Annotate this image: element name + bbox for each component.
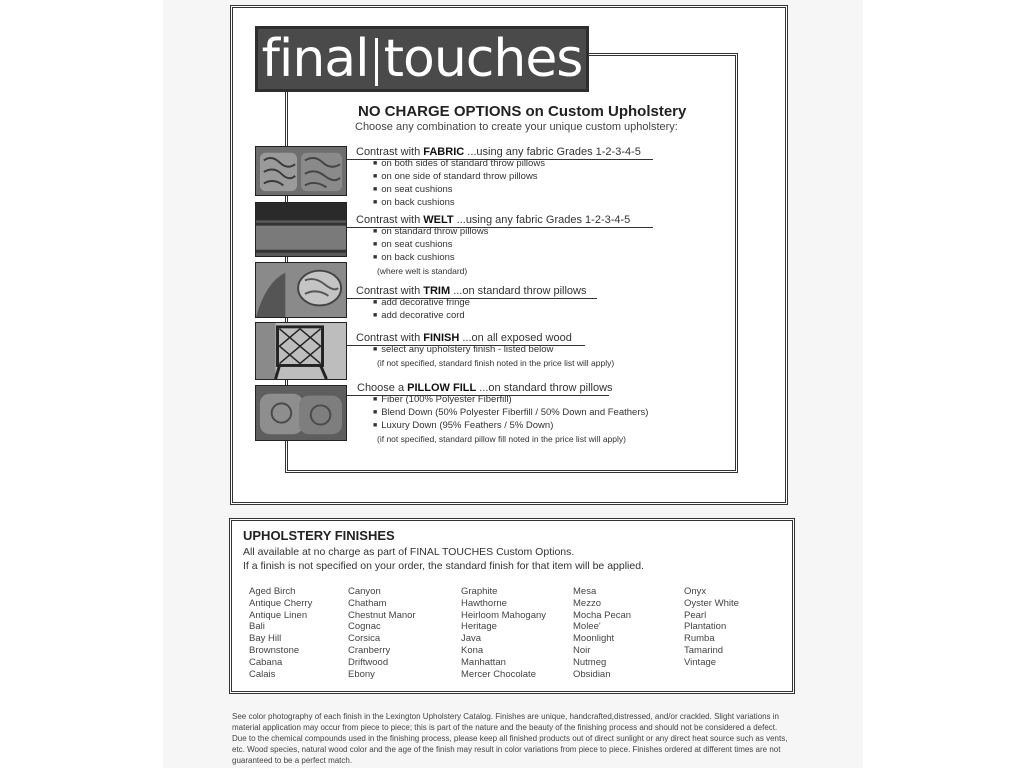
disclaimer-text: See color photography of each finish in the Lexington Upholstery Catalog. Finishes are unique, handcrafted,distressed, and/or crackled. Slight variations in material application may occur from piece to piece; this is part of the nature and the beauty of the finishing process and should not be considered a defect. Due to the chemical compounds used in the finishing process, please keep all finished products out of direct sunlight or any direct heat source such as vents, etc. Wood species, natural wood color and the age of the finish may result in color variations from piece to piece. Finishes ordered at different times are not guaranteed to be a perfect match. <box>232 712 788 765</box>
finish-item: Vintage <box>684 656 717 668</box>
page-title: NO CHARGE OPTIONS on Custom Upholstery <box>358 103 687 120</box>
finish-item: Mercer Chocolate <box>461 668 536 680</box>
option-note: (if not specified, standard finish noted in the price list will apply) <box>377 358 615 368</box>
logo-word-touches: touches <box>383 29 583 89</box>
final-touches-logo <box>255 26 589 92</box>
finish-item: Rumba <box>684 633 715 645</box>
finish-item: Ebony <box>348 668 375 680</box>
finish-item: Mocha Pecan <box>573 609 632 621</box>
list-item: ■ on standard throw pillows <box>373 226 488 239</box>
finish-item: Graphite <box>461 586 498 597</box>
finish-item: Manhattan <box>461 656 506 668</box>
option-items <box>373 394 648 445</box>
welt-cushion-photo-icon <box>255 202 347 257</box>
finishes-column-2 <box>348 586 416 680</box>
option-title: Contrast with TRIM ...on standard throw pillows <box>356 285 587 297</box>
finish-item: Antique Linen <box>249 609 308 621</box>
option-items <box>373 297 470 323</box>
finish-item: Onyx <box>684 586 707 597</box>
finish-item: Nutmeg <box>573 656 607 668</box>
finishes-title: UPHOLSTERY FINISHES <box>243 528 395 543</box>
list-item: ■ Fiber (100% Polyester Fiberfill) <box>373 394 648 407</box>
list-item: ■ on seat cushions <box>373 239 488 252</box>
finish-item: Brownstone <box>249 644 300 656</box>
finish-item: Antique Cherry <box>249 597 313 609</box>
list-item: ■ add decorative cord <box>373 310 470 323</box>
finish-item: Kona <box>461 644 484 656</box>
finish-item: Obsidian <box>573 668 611 680</box>
finish-item: Heritage <box>461 621 497 633</box>
option-note: (where welt is standard) <box>377 266 468 276</box>
option-title: Contrast with WELT ...using any fabric Grades 1-2-3-4-5 <box>356 214 631 226</box>
option-items <box>373 226 488 277</box>
finish-item: Heirloom Mahogany <box>461 609 547 621</box>
option-items <box>373 344 614 369</box>
finishes-column-4 <box>573 586 631 680</box>
finish-item: Chatham <box>348 597 387 609</box>
page-subtitle: Choose any combination to create your unique custom upholstery: <box>355 121 678 133</box>
fabric-pillows-photo-icon <box>255 146 347 196</box>
option-items <box>373 158 545 210</box>
list-item: ■ on both sides of standard throw pillows <box>373 158 545 171</box>
finish-item: Hawthorne <box>461 597 507 609</box>
finish-item: Bay Hill <box>249 633 282 645</box>
option-title: Choose a PILLOW FILL ...on standard throw pillows <box>357 382 613 394</box>
option-title: Contrast with FINISH ...on all exposed wood <box>356 332 572 344</box>
finish-item: Java <box>461 633 482 645</box>
trim-pillow-photo-icon <box>255 262 347 318</box>
option-note: (if not specified, standard pillow fill noted in the price list will apply) <box>377 434 626 444</box>
finish-item: Cranberry <box>348 644 391 656</box>
logo-word-final: final <box>261 29 369 89</box>
finishes-column-5 <box>684 586 739 669</box>
finish-item: Canyon <box>348 586 381 597</box>
finish-item: Cognac <box>348 621 381 633</box>
finish-item: Oyster White <box>684 597 739 609</box>
finishes-line-2: If a finish is not specified on your order, the standard finish for that item will be applied. <box>243 560 644 572</box>
list-item: ■ add decorative fringe <box>373 297 470 310</box>
finish-item: Chestnut Manor <box>348 609 416 621</box>
finishes-column-1 <box>249 586 312 680</box>
finishes-column-3 <box>461 586 546 680</box>
finish-item: Plantation <box>684 621 727 633</box>
list-item: ■ on one side of standard throw pillows <box>373 171 545 184</box>
list-item: ■ on seat cushions <box>373 184 545 197</box>
finish-chair-photo-icon <box>255 322 347 380</box>
finish-item: Mezzo <box>573 597 601 609</box>
finish-item: Cabana <box>249 656 283 668</box>
finish-item: Calais <box>249 668 276 680</box>
list-item: ■ on back cushions <box>373 197 545 210</box>
finish-item: Aged Birch <box>249 586 296 597</box>
finish-item: Pearl <box>684 609 707 621</box>
list-item: ■ Blend Down (50% Polyester Fiberfill / 50% Down and Feathers) <box>373 407 648 420</box>
finish-item: Corsica <box>348 633 381 645</box>
finishes-line-1: All available at no charge as part of FINAL TOUCHES Custom Options. <box>243 546 575 558</box>
pillow-fill-photo-icon <box>255 385 347 441</box>
finish-item: Bali <box>249 621 265 633</box>
finish-item: Molee' <box>573 621 601 633</box>
finish-item: Noir <box>573 644 591 656</box>
list-item: ■ Luxury Down (95% Feathers / 5% Down) <box>373 420 648 433</box>
list-item: ■ select any upholstery finish - listed below <box>373 344 614 357</box>
finish-item: Mesa <box>573 586 597 597</box>
finish-item: Tamarind <box>684 644 724 656</box>
finish-item: Driftwood <box>348 656 389 668</box>
list-item: ■ on back cushions <box>373 252 488 265</box>
option-title: Contrast with FABRIC ...using any fabric Grades 1-2-3-4-5 <box>356 146 641 158</box>
finish-item: Moonlight <box>573 633 615 645</box>
